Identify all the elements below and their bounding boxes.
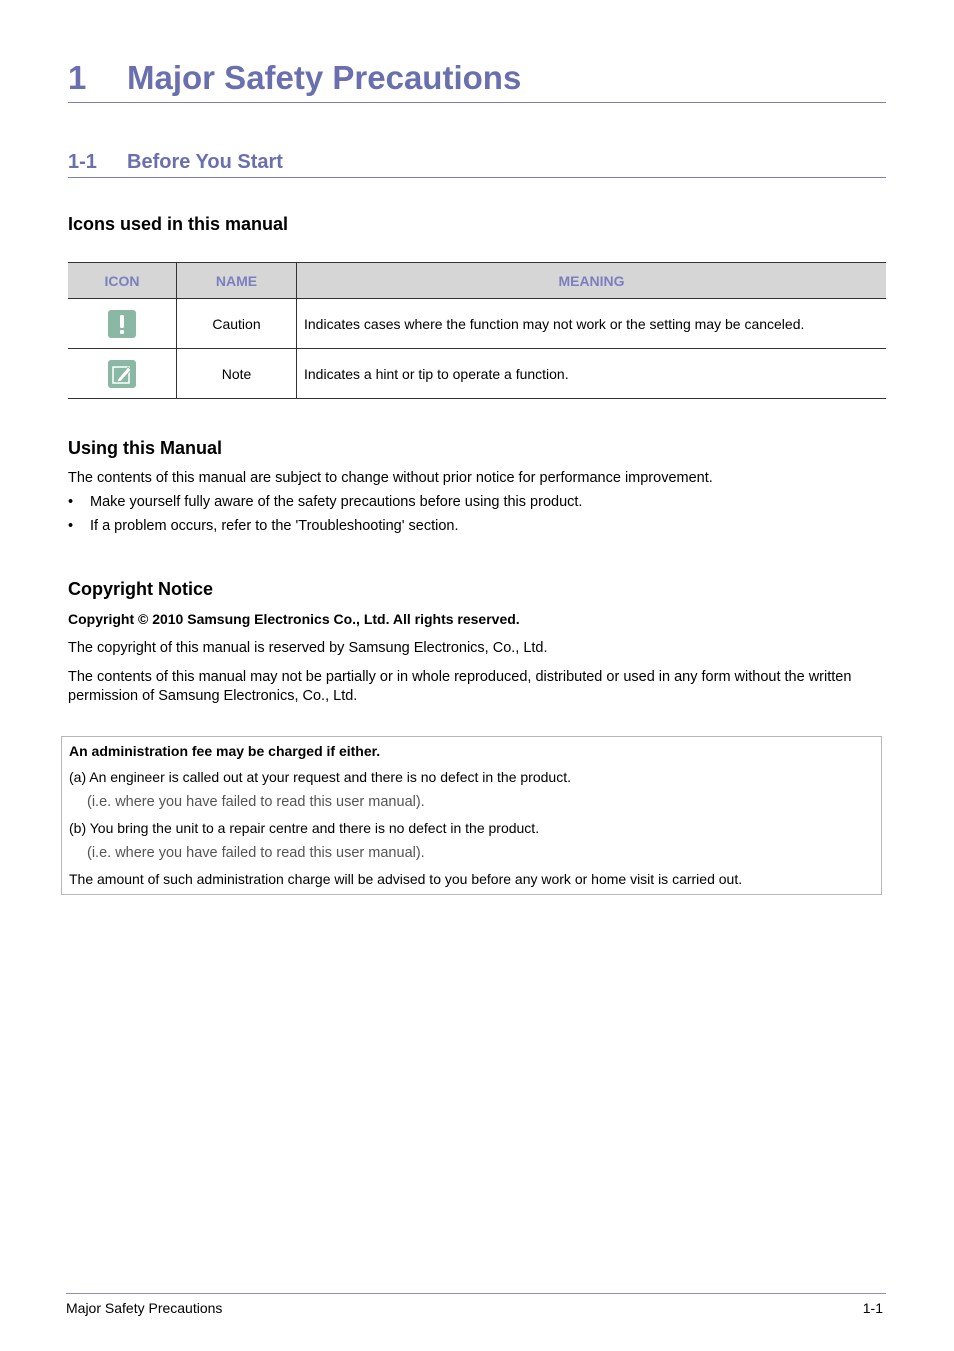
chapter-number: 1	[68, 59, 87, 96]
copyright-bold: Copyright © 2010 Samsung Electronics Co., Ltd. All rights reserved.	[68, 611, 520, 627]
notice-item-b: (b) You bring the unit to a repair centre and there is no defect in the product.	[69, 820, 540, 836]
list-item	[68, 493, 886, 512]
icons-table	[68, 262, 886, 399]
section-title	[68, 148, 886, 178]
bullet-dot: •	[68, 518, 74, 534]
section-number: 1-1	[68, 151, 97, 173]
icons-heading: Icons used in this manual	[68, 214, 289, 234]
notice-item-a: (a) An engineer is called out at your request and there is no defect in the product.	[69, 769, 571, 785]
note-icon	[108, 360, 136, 388]
bullet-text: Make yourself fully aware of the safety precautions before using this product.	[90, 494, 583, 510]
caution-icon	[108, 310, 136, 338]
header-meaning: MEANING	[297, 263, 887, 299]
table-row	[68, 349, 886, 399]
page-number: 1-1	[862, 1300, 883, 1316]
note-meaning: Indicates a hint or tip to operate a function.	[297, 349, 887, 399]
footer-title: Major Safety Precautions	[66, 1300, 223, 1316]
copyright-heading: Copyright Notice	[68, 579, 214, 599]
notice-title: An administration fee may be charged if either.	[69, 743, 381, 759]
section-title-text: Before You Start	[127, 151, 283, 173]
admin-fee-notice	[61, 736, 882, 895]
using-heading: Using this Manual	[68, 438, 223, 458]
table-row	[68, 299, 886, 349]
notice-item-a-sub: (i.e. where you have failed to read this user manual).	[87, 794, 425, 810]
using-text: The contents of this manual are subject to change without prior notice for performance improvement.	[68, 470, 713, 486]
header-name: NAME	[177, 263, 297, 299]
page-footer	[66, 1293, 886, 1316]
header-icon: ICON	[68, 263, 177, 299]
copyright-p1: The copyright of this manual is reserved by Samsung Electronics, Co., Ltd.	[68, 640, 548, 656]
table-header-row	[68, 263, 886, 299]
chapter-title	[68, 56, 886, 103]
caution-name: Caution	[177, 299, 297, 349]
notice-closing: The amount of such administration charge will be advised to you before any work or home visit is carried out.	[69, 871, 743, 887]
chapter-title-text: Major Safety Precautions	[127, 59, 522, 96]
list-item	[68, 517, 886, 536]
bullet-dot: •	[68, 494, 74, 510]
notice-item-b-sub: (i.e. where you have failed to read this user manual).	[87, 845, 425, 861]
caution-meaning: Indicates cases where the function may not work or the setting may be canceled.	[297, 299, 887, 349]
bullet-text: If a problem occurs, refer to the 'Troubleshooting' section.	[90, 518, 459, 534]
note-name: Note	[177, 349, 297, 399]
copyright-p2: The contents of this manual may not be partially or in whole reproduced, distributed or used in any form without the written permission of Samsung Electronics, Co., Ltd.	[68, 669, 852, 704]
